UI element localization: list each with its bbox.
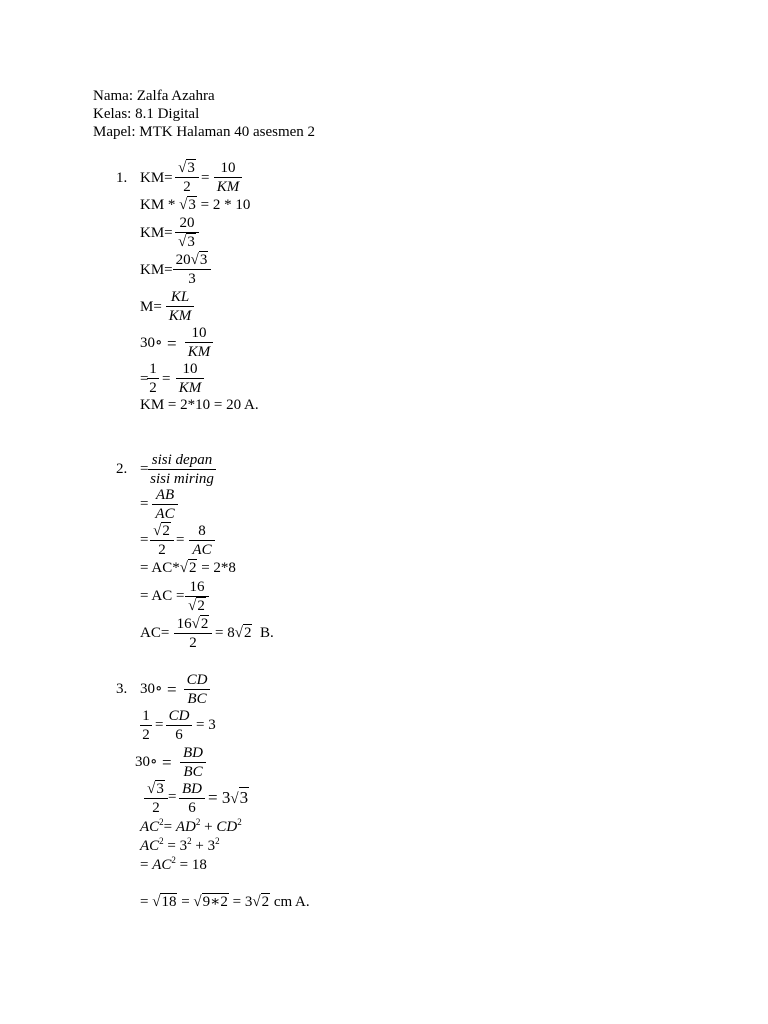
- q3-line2-frac2-num: CD: [168, 708, 190, 724]
- q1-line1-fraction1: √3 2: [175, 159, 199, 196]
- q1-line1-fraction2: [214, 159, 242, 196]
- q3-line5-ad: AD: [175, 819, 196, 835]
- q1-line6-den: KM: [187, 344, 211, 360]
- q1-line2-prefix: KM *: [140, 197, 176, 213]
- q1-line7-frac1-den: 2: [149, 380, 157, 396]
- q3-line3-den: BC: [183, 764, 203, 780]
- q1-line6-fraction: [185, 324, 213, 361]
- q2-line3-frac2-den: AC: [192, 542, 212, 558]
- q1-line3-den-radicand: 3: [187, 234, 195, 250]
- q2-line6-num-coef: 16: [176, 616, 192, 632]
- q3-line4-frac2-num: BD: [182, 781, 202, 797]
- q3-line8-radicand3: 2: [261, 894, 270, 910]
- q1-line7-fraction1: [147, 360, 159, 397]
- q3-line7-exp: 2: [171, 855, 176, 865]
- q2-line4-rest: = 2*8: [201, 560, 236, 576]
- q3-line5-plus: +: [204, 819, 213, 835]
- q2-line3-fraction2: [189, 522, 215, 559]
- q2-line6-den: 2: [189, 635, 197, 651]
- q3-line4-frac1-den: 2: [152, 800, 160, 816]
- q2-line2-fraction: [152, 486, 178, 523]
- q1-line3-num: 20: [179, 215, 195, 231]
- q1-line4-num-coef: 20: [175, 252, 191, 268]
- q3-line4-frac2-den: 6: [188, 800, 196, 816]
- q3-line6: [140, 836, 220, 854]
- q2-line3-fraction1: √2 2: [150, 522, 174, 559]
- q2-line1-num: sisi depan: [151, 452, 213, 468]
- q3-line1-prefix: 30∘: [140, 681, 163, 697]
- q2-line6-fraction: 16√2 2: [174, 615, 212, 652]
- q3-line5-exp2: 2: [195, 817, 201, 827]
- q3-line6-plus: + 3: [195, 838, 216, 854]
- q3-line8-end: cm A.: [273, 894, 310, 910]
- q1-line1-frac2-den: KM: [216, 179, 240, 195]
- q3-line4-rest: = 3: [208, 788, 231, 807]
- q3-line2-fraction2: [166, 707, 192, 744]
- q3-line4-frac1-num: 3: [156, 781, 164, 797]
- q2-line6-end: B.: [259, 625, 274, 641]
- q3-line5-ac: AC: [140, 819, 160, 835]
- q1-line6-equals: =: [167, 334, 177, 353]
- q1-line5-prefix: M=: [140, 299, 162, 315]
- q3-line7-prefix: =: [140, 857, 149, 873]
- q3-line2-equals: =: [155, 717, 164, 733]
- q3-line5-exp3: 2: [237, 817, 242, 827]
- q2-line3-frac1-den: 2: [158, 542, 166, 558]
- q3-line2-frac2-den: 6: [175, 727, 183, 743]
- q1-answer: KM = 2*10 = 20 A.: [140, 397, 259, 413]
- q2-line6-num-radicand: 2: [200, 616, 209, 632]
- q1-line7-prefix: =: [140, 371, 149, 387]
- q1-line2-radicand: 3: [188, 197, 196, 213]
- q1-line1-frac1-den: 2: [183, 179, 191, 195]
- q3-line3-fraction: [180, 744, 206, 781]
- q2-line6-mid: = 8: [215, 625, 235, 641]
- q3-line8-radicand1: 18: [161, 894, 177, 910]
- q1-line2: KM * √3 = 2 * 10: [140, 197, 251, 213]
- q1-line1-frac2-num: 10: [220, 160, 236, 176]
- student-class: Kelas: 8.1 Digital: [93, 106, 200, 122]
- q3-line2-fraction1: [140, 707, 152, 744]
- q1-line4-num-radicand: 3: [199, 252, 208, 268]
- q2-number: 2.: [116, 461, 128, 477]
- q2-line3-prefix: =: [140, 532, 149, 548]
- q2-line1-prefix: =: [140, 461, 149, 477]
- q1-line7-fraction2: [176, 360, 204, 397]
- q3-line5: [140, 817, 242, 835]
- q3-line1-fraction: [184, 671, 210, 708]
- q3-line1-equals: =: [167, 680, 177, 699]
- q3-line2-frac1-num: 1: [142, 708, 150, 724]
- q2-line1-den: sisi miring: [150, 471, 214, 487]
- q2-line5-prefix: = AC =: [140, 588, 185, 604]
- q2-line3-equals: =: [176, 532, 185, 548]
- q1-line3-prefix: KM=: [140, 225, 173, 241]
- student-name: Nama: Zalfa Azahra: [93, 88, 215, 104]
- q3-line4-fraction2: [179, 780, 205, 817]
- q3-line4-equals: =: [168, 789, 177, 805]
- q2-line4-radicand: 2: [188, 560, 197, 576]
- q2-line1-fraction: [148, 451, 216, 488]
- q3-line5-exp1: 2: [159, 817, 164, 827]
- q2-line6-radicand: 2: [243, 625, 252, 641]
- q1-line1-prefix: KM=: [140, 170, 173, 186]
- q2-line4: = AC*√2 = 2*8: [140, 560, 236, 576]
- q3-line6-exp2: 2: [187, 836, 192, 846]
- q1-line1-frac1-num: 3: [187, 160, 195, 176]
- q3-line3-num: BD: [183, 745, 203, 761]
- q3-line8-eq2: = 3: [232, 894, 253, 910]
- q3-line8-prefix: =: [140, 894, 149, 910]
- q3-line6-equals: = 3: [167, 838, 188, 854]
- q2-line2-den: AC: [155, 506, 175, 522]
- q3-line3-prefix: 30∘: [135, 754, 158, 770]
- q3-line6-ac: AC: [140, 838, 160, 854]
- q3-line7: [140, 855, 207, 873]
- q3-number: 3.: [116, 681, 128, 697]
- q3-line2-frac1-den: 2: [142, 727, 150, 743]
- q3-line3-equals: =: [162, 753, 172, 772]
- q2-line6-prefix: AC=: [140, 625, 170, 641]
- q3-line6-exp1: 2: [159, 836, 164, 846]
- q1-line1-equals: =: [201, 170, 210, 186]
- q1-number: 1.: [116, 170, 128, 186]
- q3-line4-radicand: 3: [239, 788, 249, 807]
- q1-line7-frac2-den: KM: [178, 380, 202, 396]
- q2-line4-prefix: = AC*: [140, 560, 180, 576]
- q3-line4-result: = 3√3: [208, 788, 249, 807]
- q3-line7-ac: AC: [152, 857, 172, 873]
- q2-line5-den-radicand: 2: [197, 598, 205, 614]
- q2-line6-result: = 8√2 B.: [215, 625, 274, 641]
- q1-line4-den: 3: [188, 271, 196, 287]
- q3-line1-num: CD: [186, 672, 208, 688]
- q1-line2-rest: = 2 * 10: [200, 197, 251, 213]
- q3-line2-rest: = 3: [196, 717, 216, 733]
- q1-line6-num: 10: [191, 325, 207, 341]
- q1-line5-den: KM: [168, 308, 192, 324]
- q2-line5-num: 16: [189, 579, 205, 595]
- q1-line5-num: KL: [170, 289, 190, 305]
- q3-line6-exp3: 2: [215, 836, 220, 846]
- subject-line: Mapel: MTK Halaman 40 asesmen 2: [93, 124, 316, 140]
- q3-line5-equals: =: [163, 819, 173, 835]
- q1-line6-prefix: 30∘: [140, 335, 163, 351]
- q3-line1-den: BC: [187, 691, 207, 707]
- q2-line2-num: AB: [155, 487, 175, 503]
- q3-line7-rest: = 18: [179, 857, 207, 873]
- q3-line8-radicand2: 9∗2: [202, 894, 228, 910]
- q3-line8-eq1: =: [181, 894, 190, 910]
- q1-line7-frac1-num: 1: [149, 361, 157, 377]
- q2-line3-frac2-num: 8: [198, 523, 206, 539]
- q3-line5-cd: CD: [216, 819, 238, 835]
- q3-line4-fraction1: √3 2: [144, 780, 168, 817]
- q1-line7-equals: =: [162, 371, 171, 387]
- q1-line7-frac2-num: 10: [182, 361, 198, 377]
- q2-line5-fraction: 16 √2: [185, 578, 209, 615]
- q1-line4-fraction: 20√3 3: [173, 251, 211, 288]
- q1-line5-fraction: [166, 288, 194, 325]
- q1-line4-prefix: KM=: [140, 262, 173, 278]
- q3-line8: = √18 = √9∗2 = 3√2 cm A.: [140, 894, 310, 910]
- q1-line3-fraction: 20 √3: [175, 214, 199, 251]
- q2-line3-frac1-num: 2: [162, 523, 170, 539]
- q2-line2-prefix: =: [140, 496, 149, 512]
